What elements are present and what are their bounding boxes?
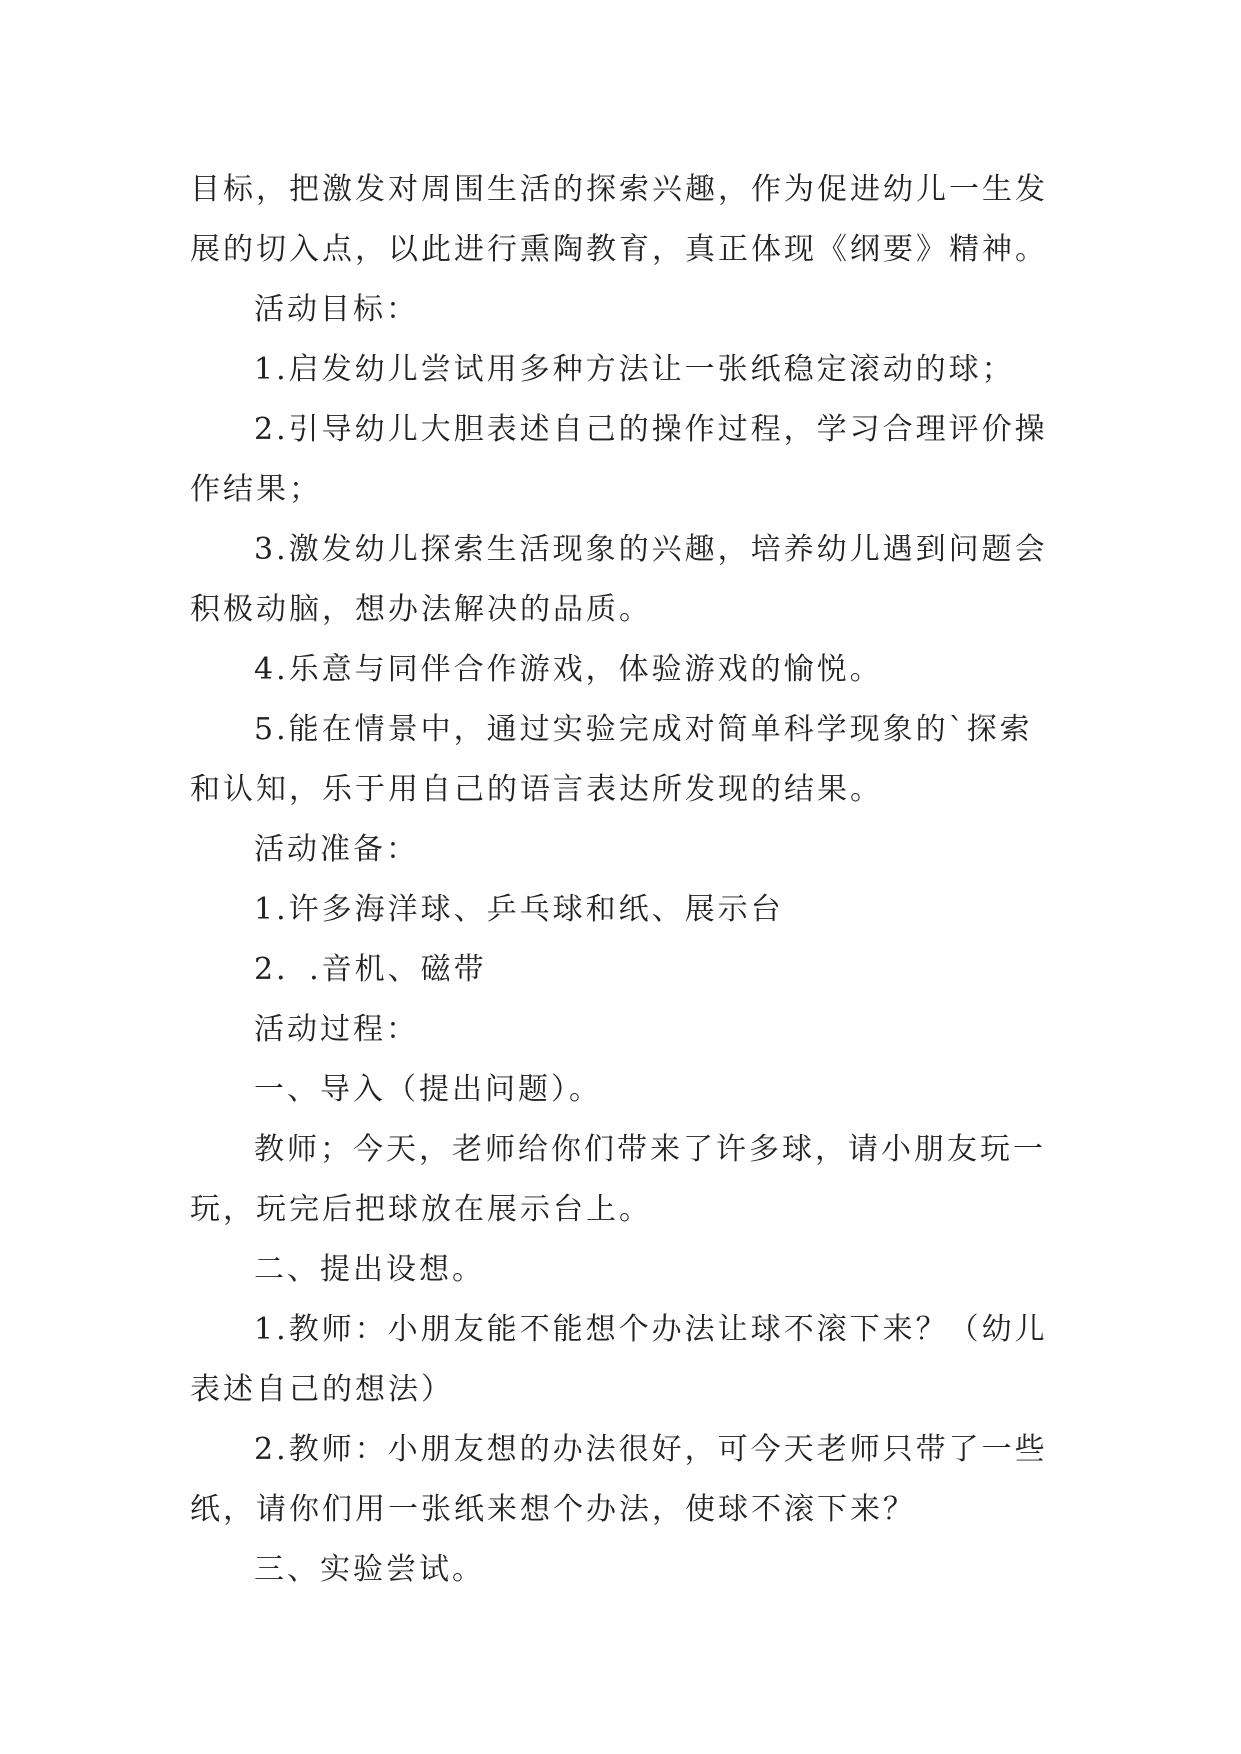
goal-item-4: 4.乐意与同伴合作游戏，体验游戏的愉悦。 xyxy=(254,652,883,687)
body-text xyxy=(190,160,1050,1600)
process-step-2-item-1: 1.教师：小朋友能不能想个办法让球不滚下来？（幼儿表述自己的想法） xyxy=(190,1312,1048,1407)
goal-item-5: 5.能在情景中，通过实验完成对简单科学现象的`探索和认知，乐于用自己的语言表达所发现的结果。 xyxy=(190,712,1033,807)
goal-item-3: 3.激发幼儿探索生活现象的兴趣，培养幼儿遇到问题会积极动脑，想办法解决的品质。 xyxy=(190,532,1048,627)
heading-activity-preparation: 活动准备： xyxy=(254,832,419,867)
process-step-1-heading: 一、导入（提出问题）。 xyxy=(254,1072,602,1107)
heading-activity-goals: 活动目标： xyxy=(254,292,419,327)
process-step-2-item-2: 2.教师：小朋友想的办法很好，可今天老师只带了一些纸，请你们用一张纸来想个办法，使球不滚下来？ xyxy=(190,1432,1048,1527)
preparation-item-2: 2．.音机、磁带 xyxy=(254,952,487,987)
process-step-2-heading: 二、提出设想。 xyxy=(254,1252,485,1287)
process-step-3-heading: 三、实验尝试。 xyxy=(254,1552,485,1587)
process-step-1-text: 教师；今天，老师给你们带来了许多球，请小朋友玩一玩，玩完后把球放在展示台上。 xyxy=(190,1132,1046,1227)
heading-activity-process: 活动过程： xyxy=(254,1012,419,1047)
paragraph-intro-continuation: 目标，把激发对周围生活的探索兴趣，作为促进幼儿一生发展的切入点，以此进行熏陶教育，真正体现《纲要》精神。 xyxy=(190,172,1048,267)
goal-item-2: 2.引导幼儿大胆表述自己的操作过程，学习合理评价操作结果； xyxy=(190,412,1048,507)
preparation-item-1: 1.许多海洋球、乒乓球和纸、展示台 xyxy=(254,892,784,927)
goal-item-1: 1.启发幼儿尝试用多种方法让一张纸稳定滚动的球； xyxy=(254,352,1015,387)
